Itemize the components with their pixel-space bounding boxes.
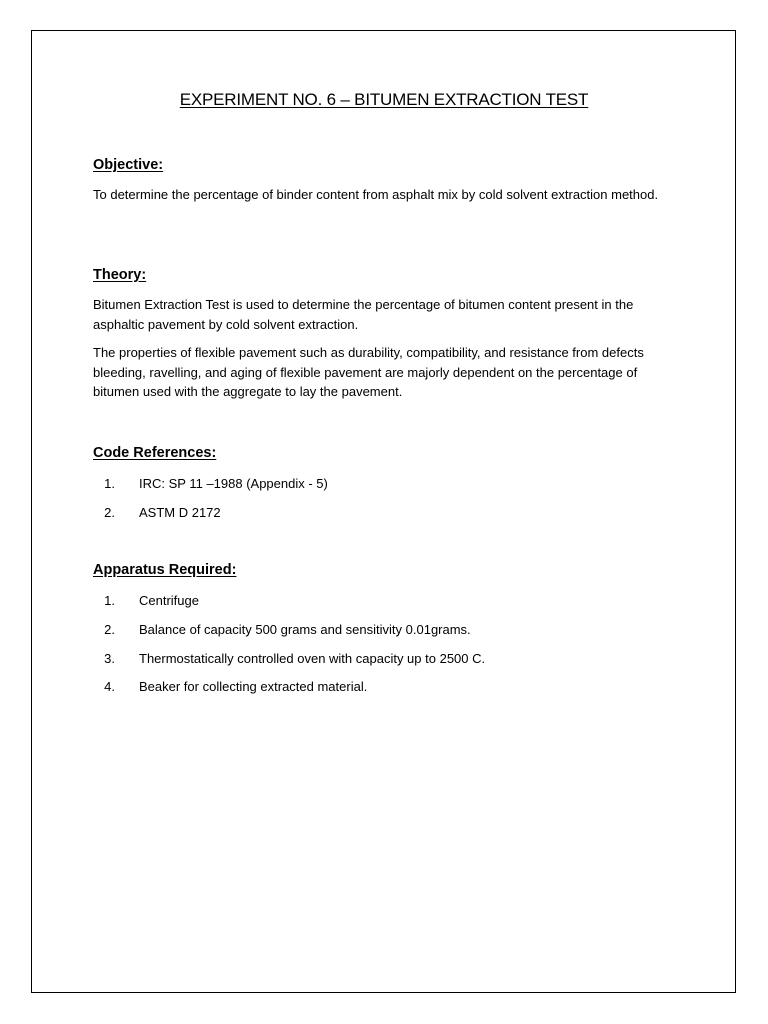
objective-text: To determine the percentage of binder content from asphalt mix by cold solvent extraction method. [93,187,659,202]
list-number: 2. [104,505,115,520]
list-item-text: Beaker for collecting extracted material. [139,679,368,694]
objective-heading: Objective: [93,157,164,173]
list-item-text: ASTM D 2172 [139,505,221,520]
list-item [93,649,485,668]
list-item [93,503,221,522]
theory-paragraph-1: Bitumen Extraction Test is used to determine the percentage of bitumen content present in the asphaltic pavement by cold solvent extraction. [93,297,634,332]
theory-paragraph-2: The properties of flexible pavement such as durability, compatibility, and resistance from defects bleeding, ravelling, and aging of flexible pavement are majorly dependent on the percentage of bitumen used with the aggregate to lay the pavement. [93,345,644,399]
list-item [93,677,367,696]
theory-heading: Theory: [93,267,147,283]
list-item-text: IRC: SP 11 –1988 (Appendix - 5) [139,476,328,491]
code-references-heading: Code References: [93,445,217,461]
list-number: 4. [104,679,115,694]
list-item-text: Balance of capacity 500 grams and sensitivity 0.01grams. [139,622,471,637]
page-title: EXPERIMENT NO. 6 – BITUMEN EXTRACTION TEST [179,90,589,109]
list-item-text: Centrifuge [139,593,199,608]
list-number: 3. [104,651,115,666]
list-number: 1. [104,593,115,608]
list-item [93,591,199,610]
apparatus-heading: Apparatus Required: [93,562,237,578]
list-item [93,620,471,639]
list-item-text: Thermostatically controlled oven with capacity up to 2500 C. [139,651,486,666]
list-item [93,474,328,493]
list-number: 2. [104,622,115,637]
list-number: 1. [104,476,115,491]
